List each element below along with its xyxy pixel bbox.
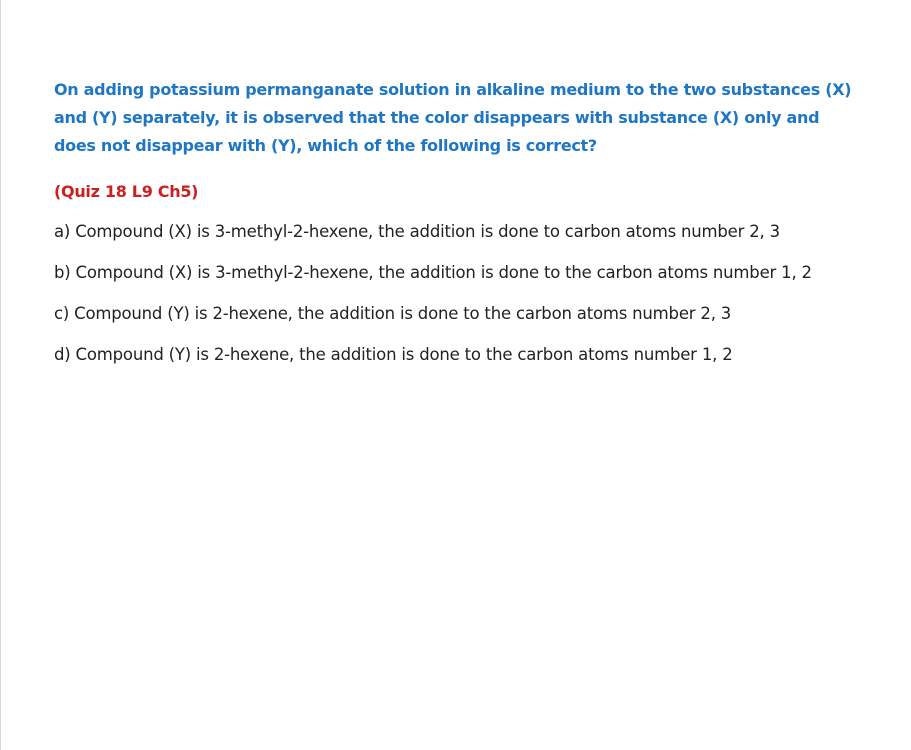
question-text: On adding potassium permanganate solution in alkaline medium to the two substances (X) and (Y) separately, it is observed that the color disappears with substance (X) only and does not disappear with (Y), which of the following is correct? — [54, 80, 852, 155]
quiz-reference: (Quiz 18 L9 Ch5) — [54, 182, 199, 201]
option-a[interactable]: a) Compound (X) is 3-methyl-2-hexene, the addition is done to carbon atoms number 2, 3 — [54, 222, 780, 241]
answer-options — [54, 218, 854, 369]
option-b[interactable]: b) Compound (X) is 3-methyl-2-hexene, the addition is done to the carbon atoms number 1, 2 — [54, 263, 812, 282]
option-d[interactable]: d) Compound (Y) is 2-hexene, the addition is done to the carbon atoms number 1, 2 — [54, 345, 733, 364]
question-card — [54, 76, 854, 382]
option-c[interactable]: c) Compound (Y) is 2-hexene, the addition is done to the carbon atoms number 2, 3 — [54, 304, 732, 323]
